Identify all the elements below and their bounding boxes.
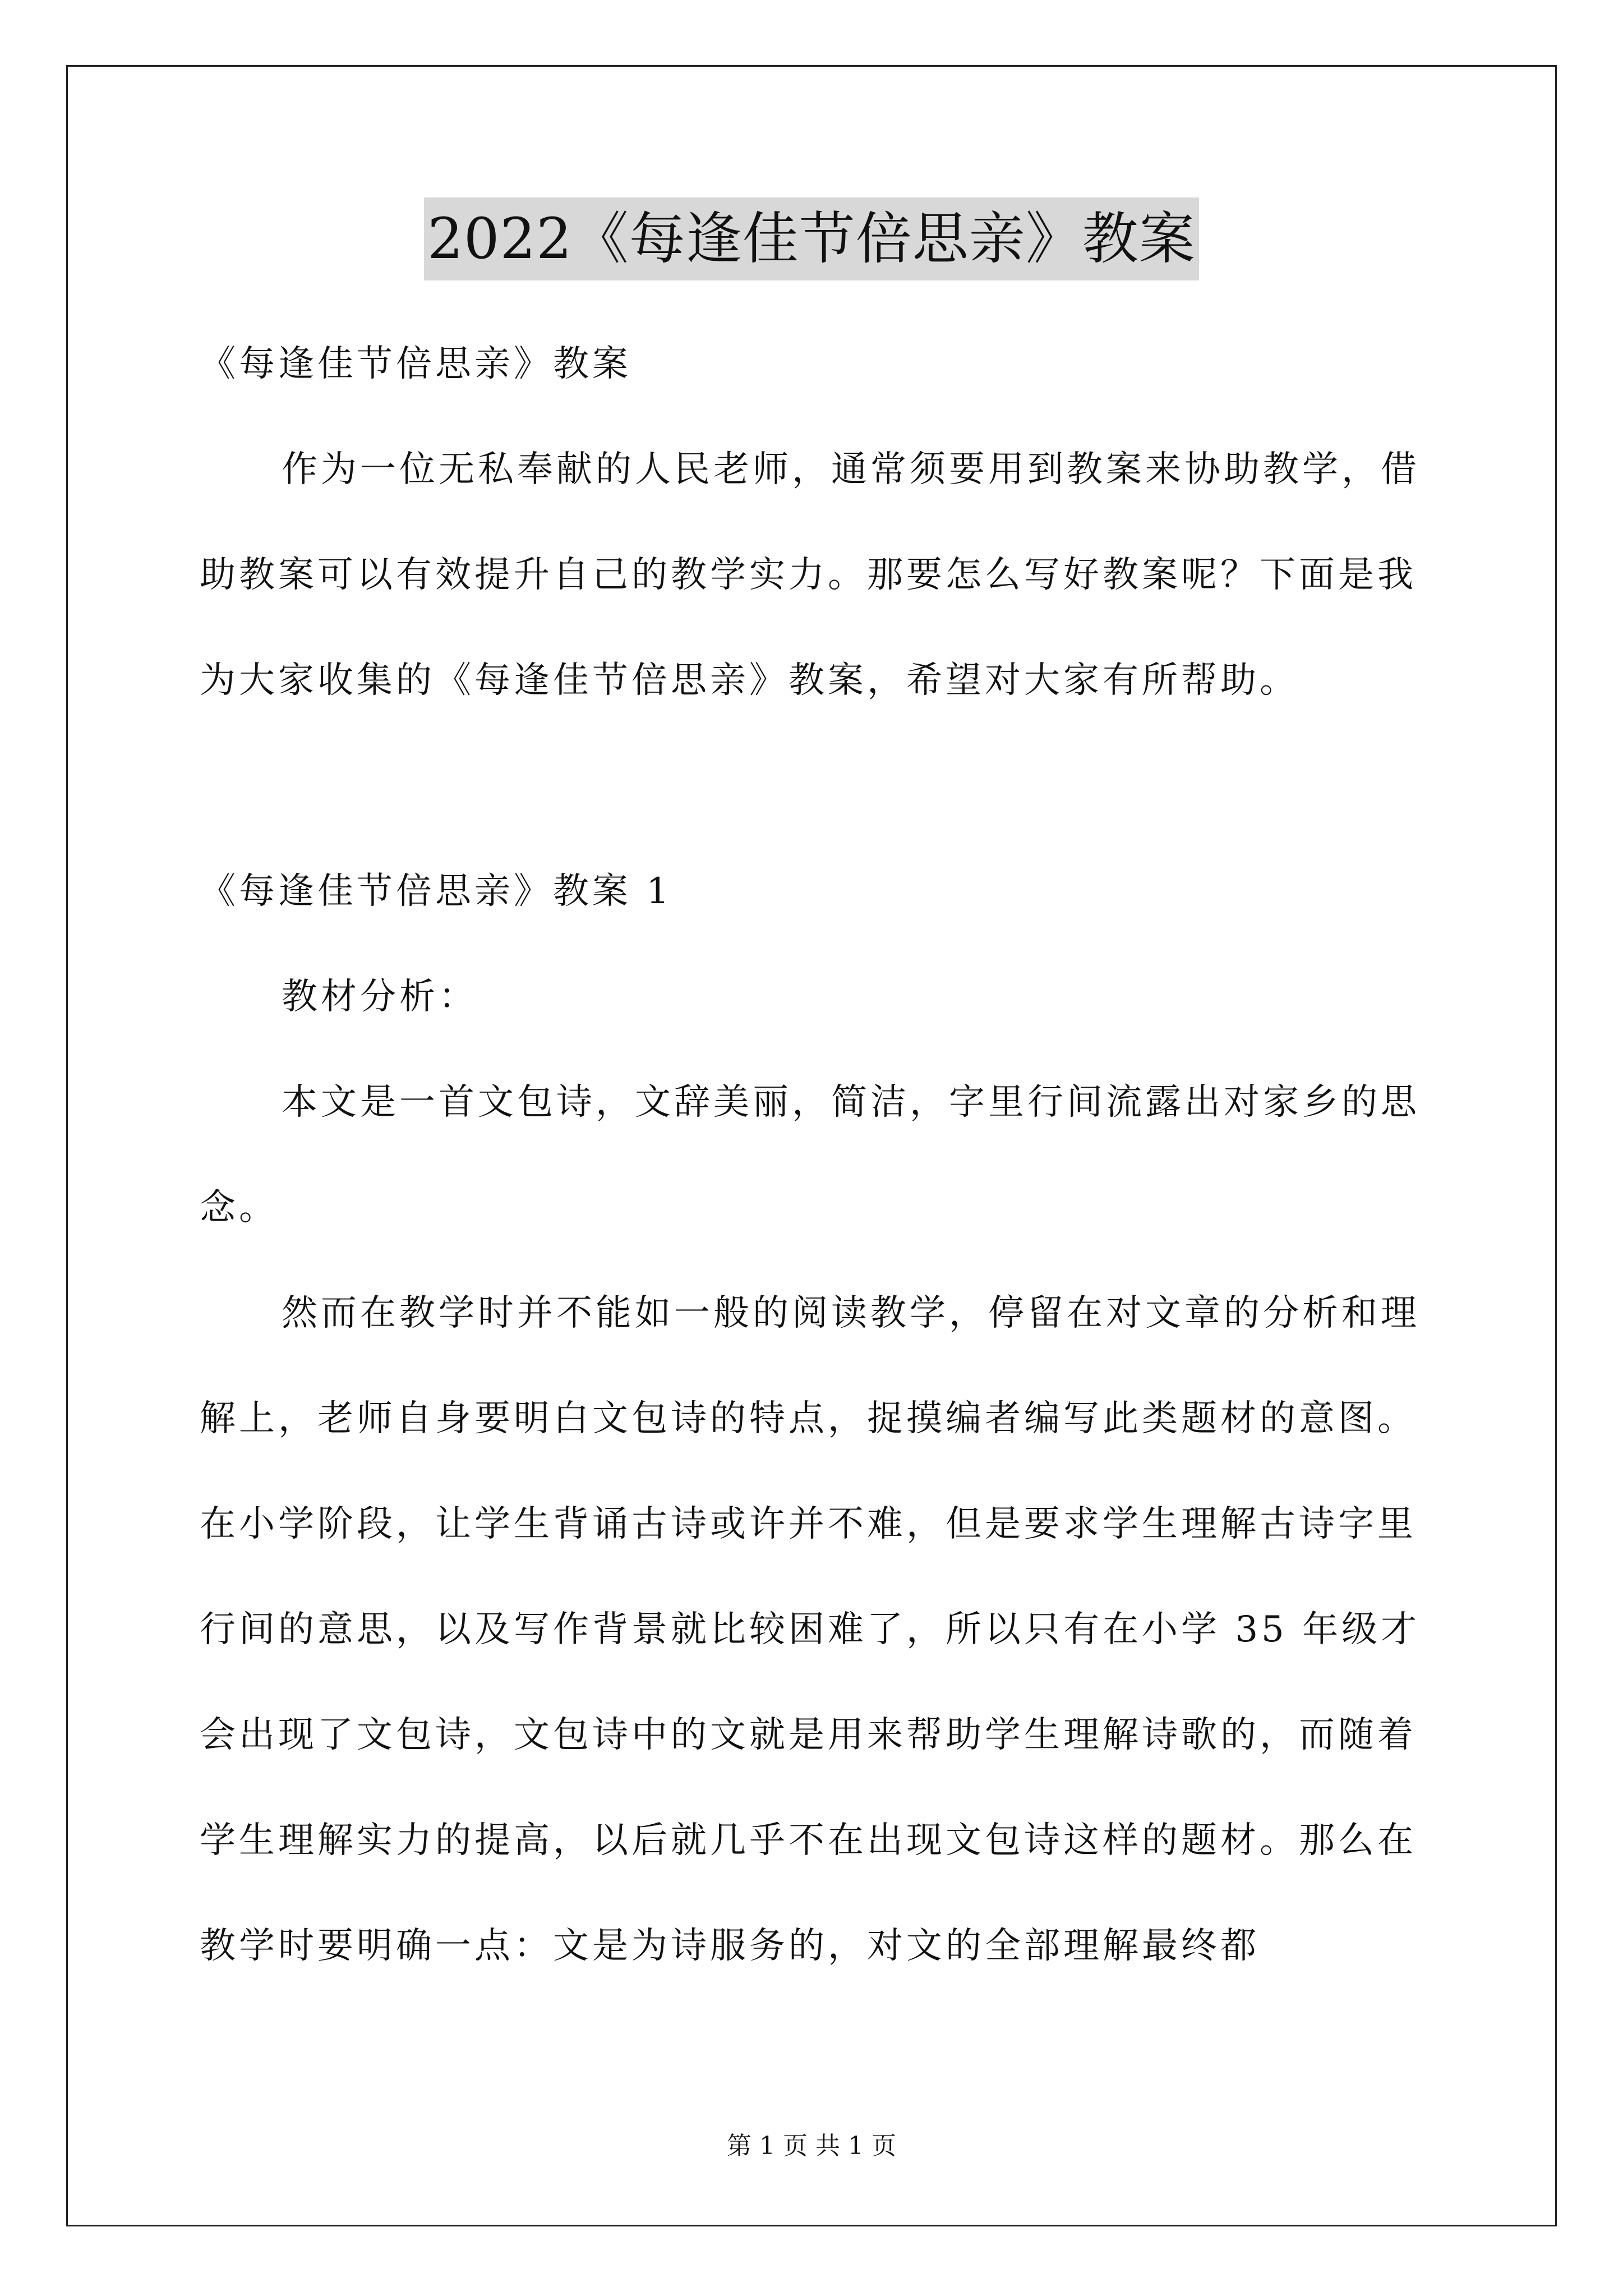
document-title: 2022《每逢佳节倍思亲》教案 xyxy=(424,197,1199,280)
document-subtitle: 《每逢佳节倍思亲》教案 xyxy=(200,343,631,385)
document-body xyxy=(200,311,1428,1999)
title-container xyxy=(0,197,1623,280)
section-spacer xyxy=(200,733,1428,839)
section-heading: 《每逢佳节倍思亲》教案 1 xyxy=(200,871,673,912)
intro-paragraph: 作为一位无私奉献的人民老师，通常须要用到教案来协助教学，借助教案可以有效提升自己的教学实力。那要怎么写好教案呢？下面是我为大家收集的《每逢佳节倍思亲》教案，希望对大家有所帮助。 xyxy=(200,449,1420,701)
body-paragraph-2: 然而在教学时并不能如一般的阅读教学，停留在对文章的分析和理解上，老师自身要明白文包诗的特点，捉摸编者编写此类题材的意图。在小学阶段，让学生背诵古诗或许并不难，但是要求学生理解古诗字里行间的意思，以及写作背景就比较困难了，所以只有在小学 35 年级才会出现了文包诗，文包诗中的文就是用来帮助学生理解诗歌的，而随着学生理解实力的提高，以后就几乎不在出现文包诗这样的题材。那么在教学时要明确一点：文是为诗服务的，对文的全部理解最终都 xyxy=(200,1292,1421,1967)
analysis-label: 教材分析： xyxy=(282,976,478,1018)
page-footer: 第 1 页 共 1 页 xyxy=(727,2132,896,2160)
body-paragraph-1: 本文是一首文包诗，文辞美丽，简洁，字里行间流露出对家乡的思念。 xyxy=(200,1082,1420,1228)
